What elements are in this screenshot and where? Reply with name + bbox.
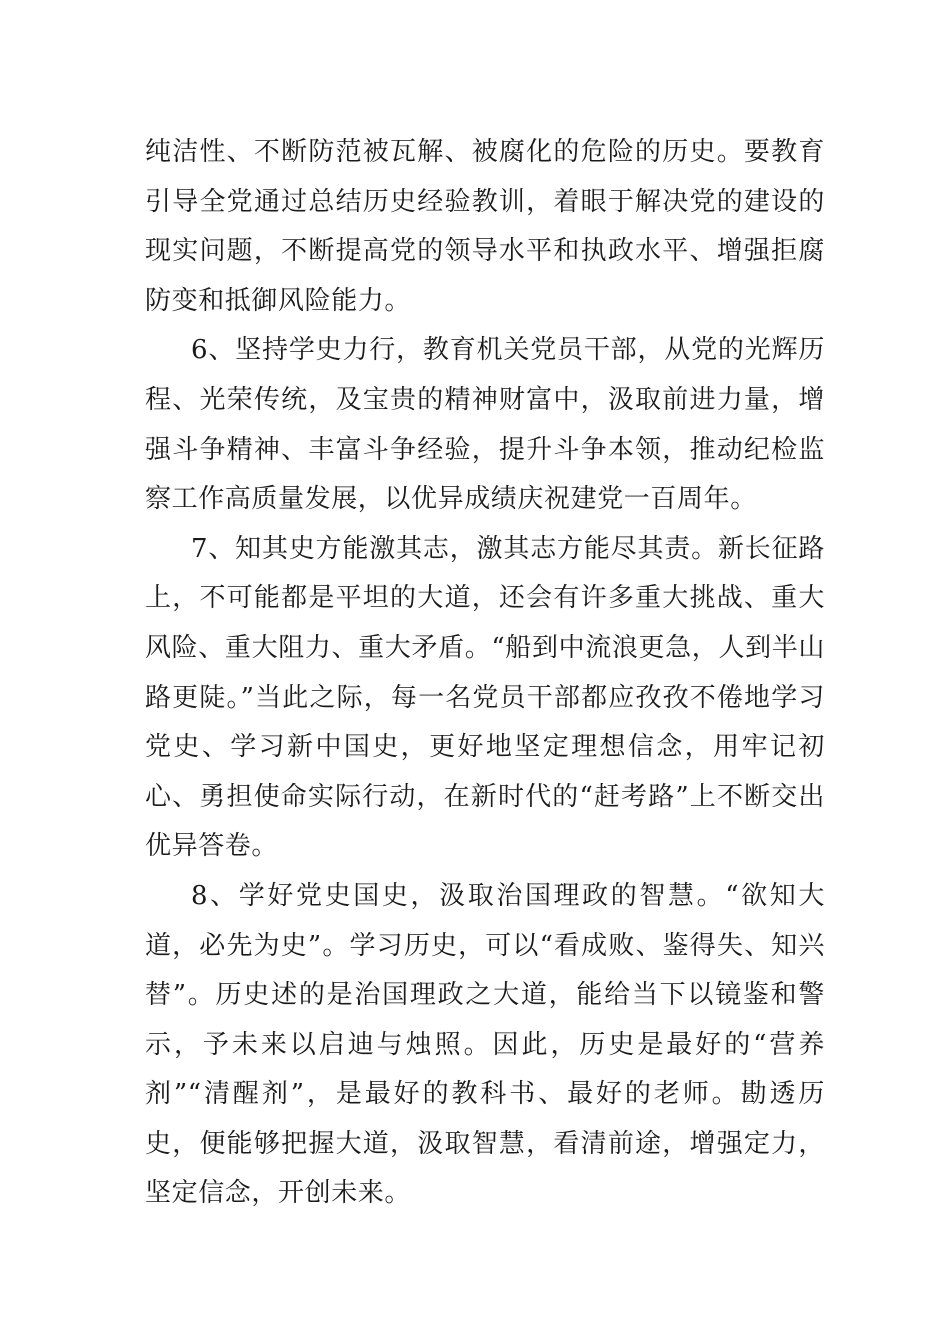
paragraph-continuation: 纯洁性、不断防范被瓦解、被腐化的危险的历史。要教育引导全党通过总结历史经验教训，着眼于解决党的建设的现实问题，不断提高党的领导水平和执政水平、增强拒腐防变和抵御风险能力。 <box>145 137 825 316</box>
paragraph-item-8: 8、学好党史国史，汲取治国理政的智慧。“欲知大道，必先为史”。学习历史，可以“看成败、鉴得失、知兴替”。历史述的是治国理政之大道，能给当下以镜鉴和警示，予未来以启迪与烛照。因此，历史是最好的“营养剂”“清醒剂”，是最好的教科书、最好的老师。勘透历史，便能够把握大道，汲取智慧，看清前途，增强定力，坚定信念，开创未来。 <box>145 880 825 1209</box>
document-body <box>145 128 825 1219</box>
paragraph-item-6: 6、坚持学史力行，教育机关党员干部，从党的光辉历程、光荣传统，及宝贵的精神财富中，汲取前进力量，增强斗争精神、丰富斗争经验，提升斗争本领，推动纪检监察工作高质量发展，以优异成绩庆祝建党一百周年。 <box>145 335 825 515</box>
paragraph-item-7: 7、知其史方能激其志，激其志方能尽其责。新长征路上，不可能都是平坦的大道，还会有许多重大挑战、重大风险、重大阻力、重大矛盾。“船到中流浪更急，人到半山路更陡。”当此之际，每一名党员干部都应孜孜不倦地学习党史、学习新中国史，更好地坚定理想信念，用牢记初心、勇担使命实际行动，在新时代的“赶考路”上不断交出优异答卷。 <box>145 533 825 862</box>
